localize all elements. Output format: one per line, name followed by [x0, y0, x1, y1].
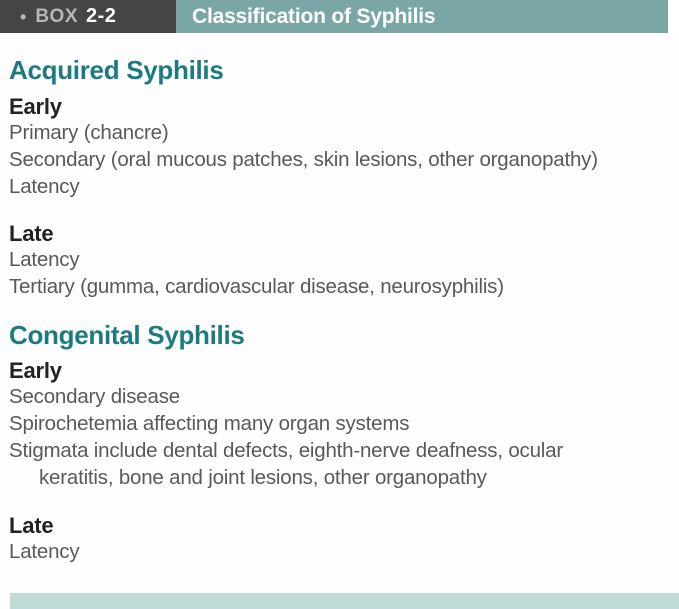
box-number: 2-2	[86, 5, 117, 27]
box-header-bar	[0, 0, 679, 33]
footer-accent-bar	[10, 593, 679, 609]
box-label-chip	[0, 0, 176, 33]
text-line: Primary (chancre)	[9, 121, 169, 144]
text-line: Latency	[9, 540, 80, 563]
text-line: Secondary disease	[9, 385, 180, 408]
text-line: Latency	[9, 248, 80, 271]
box-title-bar	[176, 0, 668, 33]
box-word-label: BOX	[35, 5, 78, 27]
text-line: Tertiary (gumma, cardiovascular disease, neurosyphilis)	[9, 275, 504, 298]
header-right-gap	[668, 0, 679, 33]
text-line: Spirochetemia affecting many organ systems	[9, 412, 410, 435]
section-heading-congenital: Congenital Syphilis	[9, 320, 245, 350]
subheading-late: Late	[9, 221, 54, 246]
section-heading-acquired: Acquired Syphilis	[9, 55, 224, 85]
text-line-continuation: keratitis, bone and joint lesions, other organopathy	[39, 466, 487, 489]
text-line: Stigmata include dental defects, eighth-nerve deafness, ocular	[9, 439, 563, 462]
bullet-icon: •	[20, 6, 27, 27]
text-line: Secondary (oral mucous patches, skin lesions, other organopathy)	[9, 148, 598, 171]
subheading-early: Early	[9, 94, 62, 119]
subheading-early: Early	[9, 358, 62, 383]
text-line: Latency	[9, 175, 80, 198]
subheading-late: Late	[9, 513, 54, 538]
box-title: Classification of Syphilis	[192, 4, 436, 28]
box-content	[0, 56, 679, 565]
